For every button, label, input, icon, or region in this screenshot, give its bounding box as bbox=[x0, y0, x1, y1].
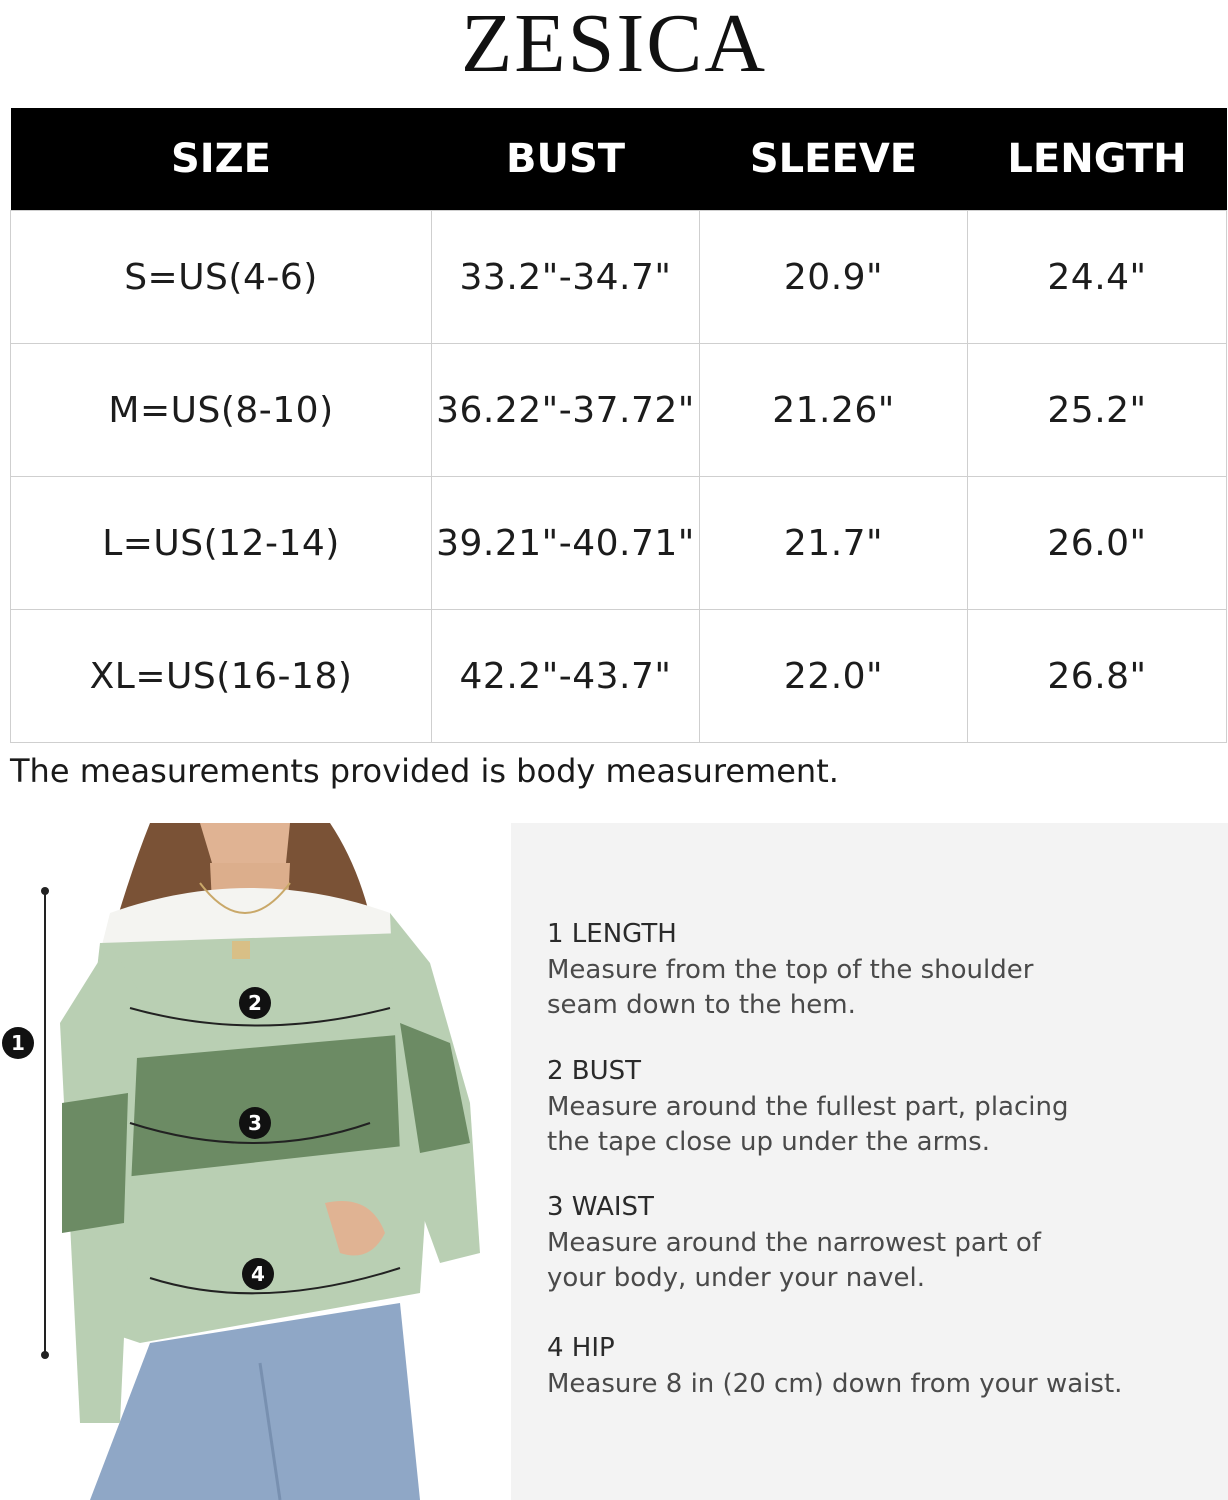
guide-title: 4 HIP bbox=[547, 1333, 615, 1363]
guide-desc-line: Measure around the narrowest part of bbox=[547, 1228, 1041, 1258]
size-chart-table bbox=[10, 108, 1227, 743]
svg-text:4: 4 bbox=[251, 1262, 265, 1286]
guide-title: 2 BUST bbox=[547, 1056, 642, 1086]
cell-sleeve: 22.0" bbox=[700, 610, 968, 743]
marker-1 bbox=[2, 1027, 34, 1059]
table-row bbox=[11, 344, 1227, 477]
table-row bbox=[11, 610, 1227, 743]
cell-length: 24.4" bbox=[968, 211, 1227, 344]
table-header-row bbox=[11, 108, 1227, 211]
header-size: SIZE bbox=[11, 108, 432, 211]
guide-length bbox=[547, 919, 1033, 1023]
guide-title: 3 WAIST bbox=[547, 1192, 654, 1222]
guide-bust bbox=[547, 1056, 1068, 1160]
marker-3 bbox=[239, 1107, 271, 1139]
svg-text:1: 1 bbox=[11, 1031, 25, 1055]
cell-length: 26.0" bbox=[968, 477, 1227, 610]
guide-desc-line: Measure 8 in (20 cm) down from your waist. bbox=[547, 1369, 1123, 1399]
cell-size: XL=US(16-18) bbox=[11, 610, 432, 743]
cell-sleeve: 21.7" bbox=[700, 477, 968, 610]
marker-2 bbox=[239, 987, 271, 1019]
cell-size: L=US(12-14) bbox=[11, 477, 432, 610]
model-photo bbox=[0, 823, 500, 1500]
table-row bbox=[11, 211, 1227, 344]
brand-logo: ZESICA bbox=[461, 0, 767, 90]
cell-sleeve: 21.26" bbox=[700, 344, 968, 477]
sweater-illustration bbox=[0, 823, 500, 1500]
cell-bust: 33.2"-34.7" bbox=[432, 211, 700, 344]
guide-title: 1 LENGTH bbox=[547, 919, 677, 949]
cell-bust: 39.21"-40.71" bbox=[432, 477, 700, 610]
guide-waist bbox=[547, 1192, 1041, 1296]
measurement-guide-panel bbox=[511, 823, 1228, 1500]
cell-length: 25.2" bbox=[968, 344, 1227, 477]
header-sleeve: SLEEVE bbox=[700, 108, 968, 211]
cell-bust: 36.22"-37.72" bbox=[432, 344, 700, 477]
cell-sleeve: 20.9" bbox=[700, 211, 968, 344]
cell-size: S=US(4-6) bbox=[11, 211, 432, 344]
marker-4 bbox=[242, 1258, 274, 1290]
header-bust: BUST bbox=[432, 108, 700, 211]
header-length: LENGTH bbox=[968, 108, 1227, 211]
guide-desc-line: Measure from the top of the shoulder bbox=[547, 955, 1034, 985]
cell-size: M=US(8-10) bbox=[11, 344, 432, 477]
guide-desc-line: your body, under your navel. bbox=[547, 1263, 925, 1293]
guide-desc-line: the tape close up under the arms. bbox=[547, 1127, 990, 1157]
measurement-note: The measurements provided is body measurement. bbox=[10, 752, 839, 790]
svg-text:2: 2 bbox=[248, 991, 262, 1015]
svg-text:3: 3 bbox=[248, 1111, 262, 1135]
cell-length: 26.8" bbox=[968, 610, 1227, 743]
guide-hip bbox=[547, 1333, 1122, 1402]
guide-desc-line: Measure around the fullest part, placing bbox=[547, 1092, 1069, 1122]
guide-desc-line: seam down to the hem. bbox=[547, 990, 856, 1020]
table-row bbox=[11, 477, 1227, 610]
cell-bust: 42.2"-43.7" bbox=[432, 610, 700, 743]
